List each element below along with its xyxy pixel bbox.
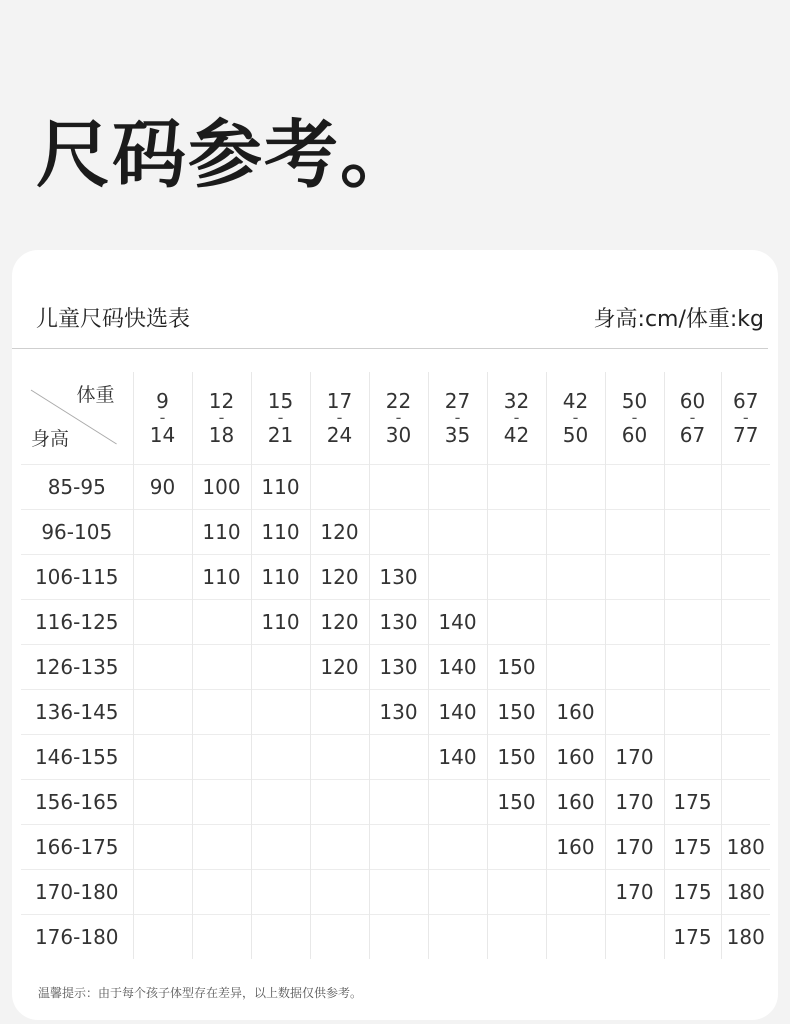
table-row — [21, 915, 770, 960]
size-cell: 120 — [310, 645, 369, 690]
size-cell — [605, 555, 664, 600]
size-cell — [192, 735, 251, 780]
size-cell — [133, 555, 192, 600]
size-cell: 130 — [369, 645, 428, 690]
weight-range-header — [605, 372, 664, 465]
size-cell — [251, 780, 310, 825]
size-cell: 160 — [546, 825, 605, 870]
weight-range-from: 67 — [733, 389, 759, 413]
size-cell — [605, 465, 664, 510]
height-range-cell: 96-105 — [21, 510, 133, 555]
size-cell: 140 — [428, 690, 487, 735]
size-cell — [310, 870, 369, 915]
size-cell — [133, 600, 192, 645]
size-cell — [605, 915, 664, 960]
table-row — [21, 825, 770, 870]
size-cell — [369, 465, 428, 510]
size-cell — [369, 825, 428, 870]
size-cell — [664, 510, 721, 555]
weight-range-to: 14 — [149, 423, 176, 447]
size-cell — [192, 825, 251, 870]
size-cell — [605, 600, 664, 645]
size-cell: 150 — [487, 780, 546, 825]
height-range-cell: 106-115 — [21, 555, 133, 600]
size-cell — [251, 825, 310, 870]
size-cell — [192, 645, 251, 690]
size-cell: 140 — [428, 735, 487, 780]
size-cell: 120 — [310, 555, 369, 600]
size-cell: 160 — [546, 780, 605, 825]
size-cell: 180 — [721, 825, 770, 870]
size-cell — [251, 915, 310, 960]
size-cell — [133, 690, 192, 735]
size-cell: 170 — [605, 825, 664, 870]
card-header — [24, 302, 778, 342]
range-dash: - — [572, 408, 579, 427]
table-row — [21, 735, 770, 780]
size-cell — [721, 510, 770, 555]
header-divider — [12, 348, 768, 349]
size-cell: 110 — [192, 555, 251, 600]
size-cell — [310, 825, 369, 870]
height-range-cell: 136-145 — [21, 690, 133, 735]
table-body — [21, 465, 770, 960]
weight-range-header — [664, 372, 721, 465]
size-cell: 110 — [192, 510, 251, 555]
size-cell — [428, 510, 487, 555]
size-cell — [369, 510, 428, 555]
range-dash: - — [336, 408, 343, 427]
weight-range-from: 22 — [385, 389, 412, 413]
size-cell — [310, 780, 369, 825]
weight-range-header — [251, 372, 310, 465]
weight-range-from: 50 — [621, 389, 648, 413]
size-cell — [133, 915, 192, 960]
range-dash: - — [513, 408, 520, 427]
weight-range-header — [133, 372, 192, 465]
range-dash: - — [395, 408, 402, 427]
size-cell — [133, 645, 192, 690]
size-cell: 150 — [487, 690, 546, 735]
size-cell — [487, 555, 546, 600]
size-cell — [192, 915, 251, 960]
weight-range-to: 42 — [503, 423, 530, 447]
height-range-cell: 85-95 — [21, 465, 133, 510]
table-row — [21, 510, 770, 555]
weight-range-header — [192, 372, 251, 465]
weight-range-from: 12 — [208, 389, 235, 413]
range-dash: - — [218, 408, 225, 427]
size-cell — [428, 465, 487, 510]
size-cell — [310, 915, 369, 960]
weight-range-from: 9 — [156, 389, 169, 413]
size-cell — [133, 735, 192, 780]
size-cell: 110 — [251, 600, 310, 645]
table-row — [21, 645, 770, 690]
table-row — [21, 780, 770, 825]
table-row — [21, 555, 770, 600]
size-cell — [664, 690, 721, 735]
weight-range-from: 32 — [503, 389, 530, 413]
size-cell — [664, 600, 721, 645]
size-cell — [605, 645, 664, 690]
size-cell — [428, 555, 487, 600]
weight-range-from: 60 — [679, 389, 706, 413]
size-cell — [721, 600, 770, 645]
size-cell — [251, 735, 310, 780]
size-cell: 120 — [310, 600, 369, 645]
size-cell — [369, 735, 428, 780]
weight-range-to: 18 — [208, 423, 235, 447]
size-cell: 130 — [369, 555, 428, 600]
size-cell: 160 — [546, 690, 605, 735]
size-cell — [605, 690, 664, 735]
size-cell: 110 — [251, 510, 310, 555]
size-table — [21, 372, 770, 959]
height-range-cell: 156-165 — [21, 780, 133, 825]
weight-range-to: 35 — [444, 423, 471, 447]
range-dash: - — [631, 408, 638, 427]
size-cell: 160 — [546, 735, 605, 780]
weight-range-to: 24 — [326, 423, 353, 447]
size-cell — [546, 555, 605, 600]
height-range-cell: 166-175 — [21, 825, 133, 870]
page-title: 尺码参考。 — [36, 112, 416, 198]
size-cell — [192, 600, 251, 645]
height-range-cell: 146-155 — [21, 735, 133, 780]
weight-range-header — [487, 372, 546, 465]
range-dash: - — [454, 408, 461, 427]
weight-range-to: 30 — [385, 423, 412, 447]
size-cell: 90 — [133, 465, 192, 510]
size-cell — [369, 870, 428, 915]
size-cell: 110 — [251, 465, 310, 510]
height-range-cell: 126-135 — [21, 645, 133, 690]
size-cell — [310, 690, 369, 735]
weight-range-header — [310, 372, 369, 465]
size-cell — [721, 735, 770, 780]
size-cell — [546, 510, 605, 555]
size-cell — [310, 465, 369, 510]
size-cell: 175 — [664, 915, 721, 960]
size-cell — [251, 690, 310, 735]
weight-range-to: 60 — [621, 423, 648, 447]
units-label: 身高:cm/体重:kg — [593, 307, 764, 332]
size-cell: 120 — [310, 510, 369, 555]
weight-axis-label: 体重 — [76, 384, 115, 406]
size-cell — [192, 870, 251, 915]
height-range-cell: 170-180 — [21, 870, 133, 915]
weight-range-to: 67 — [679, 423, 706, 447]
size-cell — [428, 825, 487, 870]
weight-range-to: 77 — [733, 423, 759, 447]
size-cell — [133, 510, 192, 555]
size-cell — [546, 645, 605, 690]
size-cell — [605, 510, 664, 555]
weight-range-from: 17 — [326, 389, 353, 413]
size-cell — [487, 825, 546, 870]
size-cell — [487, 870, 546, 915]
range-dash: - — [742, 408, 749, 427]
weight-range-from: 15 — [267, 389, 294, 413]
size-cell — [546, 465, 605, 510]
size-cell: 175 — [664, 825, 721, 870]
size-cell — [721, 555, 770, 600]
size-cell: 110 — [251, 555, 310, 600]
size-cell — [546, 870, 605, 915]
size-cell — [721, 780, 770, 825]
range-dash: - — [277, 408, 284, 427]
size-cell: 170 — [605, 735, 664, 780]
range-dash: - — [159, 408, 166, 427]
size-cell — [428, 870, 487, 915]
size-cell — [721, 465, 770, 510]
table-row — [21, 465, 770, 510]
height-axis-label: 身高 — [31, 428, 70, 450]
size-cell — [251, 645, 310, 690]
weight-range-to: 50 — [562, 423, 589, 447]
table-row — [21, 870, 770, 915]
size-cell — [369, 915, 428, 960]
size-cell: 140 — [428, 645, 487, 690]
size-cell: 180 — [721, 915, 770, 960]
weight-range-from: 27 — [444, 389, 471, 413]
size-cell: 170 — [605, 870, 664, 915]
size-cell — [721, 645, 770, 690]
height-range-cell: 176-180 — [21, 915, 133, 960]
weight-header-row — [21, 372, 770, 465]
size-cell — [192, 780, 251, 825]
size-cell — [310, 735, 369, 780]
size-cell — [133, 825, 192, 870]
size-cell — [664, 465, 721, 510]
size-cell: 175 — [664, 780, 721, 825]
size-cell — [721, 690, 770, 735]
size-cell — [192, 690, 251, 735]
weight-range-from: 42 — [562, 389, 589, 413]
size-cell — [487, 465, 546, 510]
size-cell: 100 — [192, 465, 251, 510]
size-cell — [428, 780, 487, 825]
weight-range-header — [428, 372, 487, 465]
size-cell — [546, 915, 605, 960]
size-cell — [487, 510, 546, 555]
weight-range-header — [546, 372, 605, 465]
size-cell — [664, 735, 721, 780]
size-cell — [487, 600, 546, 645]
table-row — [21, 690, 770, 735]
size-cell — [369, 780, 428, 825]
size-cell: 170 — [605, 780, 664, 825]
size-cell: 175 — [664, 870, 721, 915]
card-title: 儿童尺码快选表 — [36, 307, 191, 332]
size-cell — [251, 870, 310, 915]
size-cell — [428, 915, 487, 960]
range-dash: - — [689, 408, 696, 427]
size-cell: 150 — [487, 645, 546, 690]
footnote: 温馨提示：由于每个孩子体型存在差异，以上数据仅供参考。 — [38, 986, 363, 1000]
size-cell: 140 — [428, 600, 487, 645]
size-cell — [664, 645, 721, 690]
size-cell: 130 — [369, 690, 428, 735]
weight-range-header — [721, 372, 770, 465]
size-cell — [546, 600, 605, 645]
weight-range-header — [369, 372, 428, 465]
corner-cell — [21, 372, 133, 465]
weight-range-to: 21 — [267, 423, 294, 447]
size-cell — [133, 780, 192, 825]
size-cell: 180 — [721, 870, 770, 915]
table-row — [21, 600, 770, 645]
size-cell: 130 — [369, 600, 428, 645]
size-cell — [664, 555, 721, 600]
size-cell — [133, 870, 192, 915]
size-cell — [487, 915, 546, 960]
height-range-cell: 116-125 — [21, 600, 133, 645]
size-cell: 150 — [487, 735, 546, 780]
